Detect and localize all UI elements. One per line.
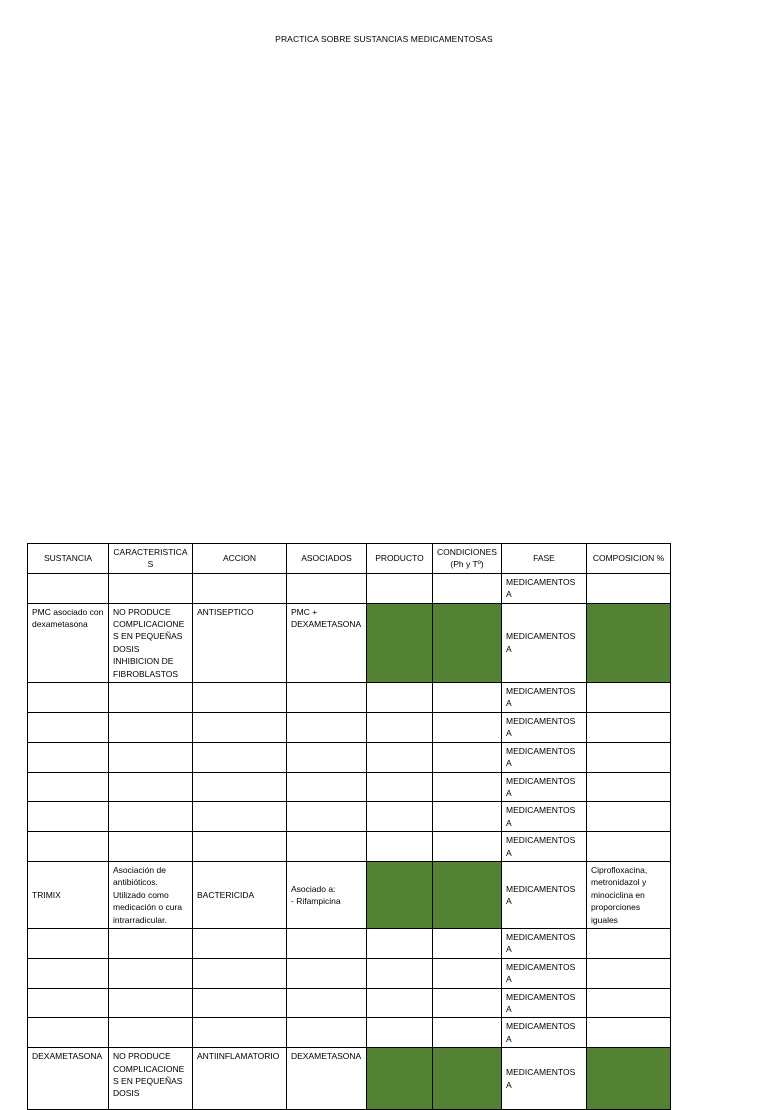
cell <box>367 928 433 958</box>
accion-cell: ANTIINFLAMATORIO <box>193 1048 287 1110</box>
fase-cell: MEDICAMENTOS A <box>502 1018 587 1048</box>
cell <box>287 988 367 1018</box>
cell <box>287 928 367 958</box>
cell <box>287 832 367 862</box>
sustancia-cell: TRIMIX <box>28 861 109 928</box>
cell <box>587 683 671 713</box>
fase-cell: MEDICAMENTOS A <box>502 683 587 713</box>
composicion-cell-filled <box>587 1048 671 1110</box>
header-fase: FASE <box>502 544 587 574</box>
cell <box>193 832 287 862</box>
caracteristicas-cell: NO PRODUCE COMPLICACIONES EN PEQUEÑAS DOSIS INHIBICION DE FIBROBLASTOS <box>109 603 193 682</box>
caracteristicas-cell: NO PRODUCE COMPLICACIONES EN PEQUEÑAS DOSIS <box>109 1048 193 1110</box>
table-row <box>28 928 671 958</box>
cell <box>367 958 433 988</box>
cell <box>587 573 671 603</box>
cell <box>433 573 502 603</box>
cell <box>433 1018 502 1048</box>
fase-cell: MEDICAMENTOS A <box>502 958 587 988</box>
accion-cell: BACTERICIDA <box>193 861 287 928</box>
sustancia-cell: DEXAMETASONA <box>28 1048 109 1110</box>
cell <box>109 712 193 742</box>
cell <box>28 958 109 988</box>
cell <box>109 573 193 603</box>
document-title: PRACTICA SOBRE SUSTANCIAS MEDICAMENTOSAS <box>275 34 493 44</box>
cell <box>433 712 502 742</box>
table-row <box>28 683 671 713</box>
cell <box>367 832 433 862</box>
header-accion: ACCION <box>193 544 287 574</box>
fase-cell: MEDICAMENTOS A <box>502 772 587 802</box>
asociados-cell <box>287 861 367 928</box>
cell <box>367 988 433 1018</box>
header-condiciones: CONDICIONES (Ph y Tº) <box>433 544 502 574</box>
cell <box>587 742 671 772</box>
asociados-cell: PMC + DEXAMETASONA <box>287 603 367 682</box>
cell <box>287 802 367 832</box>
cell <box>367 802 433 832</box>
cell <box>109 742 193 772</box>
cell <box>193 928 287 958</box>
fase-cell: MEDICAMENTOS A <box>502 603 587 682</box>
fase-cell: MEDICAMENTOS A <box>502 802 587 832</box>
cell <box>109 772 193 802</box>
cell <box>193 988 287 1018</box>
sustancia-cell: PMC asociado con dexametasona <box>28 603 109 682</box>
producto-cell-filled <box>367 603 433 682</box>
cell <box>433 683 502 713</box>
cell <box>287 573 367 603</box>
condiciones-cell-filled <box>433 861 502 928</box>
cell <box>193 683 287 713</box>
table-row <box>28 573 671 603</box>
accion-cell: ANTISEPTICO <box>193 603 287 682</box>
fase-cell: MEDICAMENTOS A <box>502 742 587 772</box>
fase-cell: MEDICAMENTOS A <box>502 928 587 958</box>
table-row <box>28 988 671 1018</box>
cell <box>367 573 433 603</box>
cell <box>587 1018 671 1048</box>
cell <box>28 1018 109 1048</box>
cell <box>287 772 367 802</box>
cell <box>193 1018 287 1048</box>
cell <box>109 802 193 832</box>
cell <box>109 1018 193 1048</box>
cell <box>109 988 193 1018</box>
fase-cell: MEDICAMENTOS A <box>502 573 587 603</box>
cell <box>287 958 367 988</box>
cell <box>28 928 109 958</box>
cell <box>587 772 671 802</box>
cell <box>367 772 433 802</box>
header-sustancia: SUSTANCIA <box>28 544 109 574</box>
substances-table <box>27 543 671 1110</box>
asociados-line: - Rifampicina <box>291 895 341 906</box>
cell <box>28 742 109 772</box>
header-composicion: COMPOSICION % <box>587 544 671 574</box>
cell <box>193 772 287 802</box>
cell <box>193 712 287 742</box>
fase-cell: MEDICAMENTOS A <box>502 988 587 1018</box>
cell <box>433 802 502 832</box>
cell <box>109 928 193 958</box>
header-row <box>28 544 671 574</box>
composicion-cell-filled <box>587 603 671 682</box>
fase-cell: MEDICAMENTOS A <box>502 832 587 862</box>
cell <box>587 928 671 958</box>
cell <box>109 832 193 862</box>
cell <box>109 683 193 713</box>
cell <box>433 742 502 772</box>
asociados-cell: DEXAMETASONA <box>287 1048 367 1110</box>
cell <box>587 802 671 832</box>
composicion-cell: Ciprofloxacina, metronidazol y minociclina en proporciones iguales <box>587 861 671 928</box>
cell <box>193 958 287 988</box>
table-row <box>28 802 671 832</box>
asociados-line: Asociado a: <box>291 883 336 894</box>
header-caracteristicas: CARACTERISTICAS <box>109 544 193 574</box>
cell <box>193 573 287 603</box>
table-row <box>28 832 671 862</box>
cell <box>433 928 502 958</box>
table-row <box>28 958 671 988</box>
table-row <box>28 712 671 742</box>
cell <box>287 1018 367 1048</box>
cell <box>193 802 287 832</box>
table-row <box>28 772 671 802</box>
header-producto: PRODUCTO <box>367 544 433 574</box>
cell <box>193 742 287 772</box>
caracteristicas-cell: Asociación de antibióticos. Utilizado como medicación o cura intrarradicular. <box>109 861 193 928</box>
table-row-trimix <box>28 861 671 928</box>
cell <box>287 742 367 772</box>
cell <box>28 772 109 802</box>
cell <box>28 712 109 742</box>
cell <box>587 988 671 1018</box>
cell <box>433 958 502 988</box>
cell <box>28 832 109 862</box>
cell <box>287 712 367 742</box>
fase-cell: MEDICAMENTOS A <box>502 712 587 742</box>
cell <box>28 988 109 1018</box>
cell <box>367 712 433 742</box>
fase-cell: MEDICAMENTOS A <box>502 1048 587 1110</box>
cell <box>587 958 671 988</box>
cell <box>433 988 502 1018</box>
cell <box>367 1018 433 1048</box>
cell <box>28 573 109 603</box>
cell <box>367 683 433 713</box>
cell <box>109 958 193 988</box>
cell <box>433 832 502 862</box>
table-row-dexametasona <box>28 1048 671 1110</box>
header-asociados: ASOCIADOS <box>287 544 367 574</box>
condiciones-cell-filled <box>433 603 502 682</box>
producto-cell-filled <box>367 861 433 928</box>
cell <box>287 683 367 713</box>
fase-cell: MEDICAMENTOS A <box>502 861 587 928</box>
condiciones-cell-filled <box>433 1048 502 1110</box>
cell <box>28 683 109 713</box>
cell <box>367 742 433 772</box>
cell <box>28 802 109 832</box>
cell <box>587 832 671 862</box>
cell <box>587 712 671 742</box>
table-row <box>28 742 671 772</box>
cell <box>433 772 502 802</box>
producto-cell-filled <box>367 1048 433 1110</box>
table-row-pmc <box>28 603 671 682</box>
table-row <box>28 1018 671 1048</box>
